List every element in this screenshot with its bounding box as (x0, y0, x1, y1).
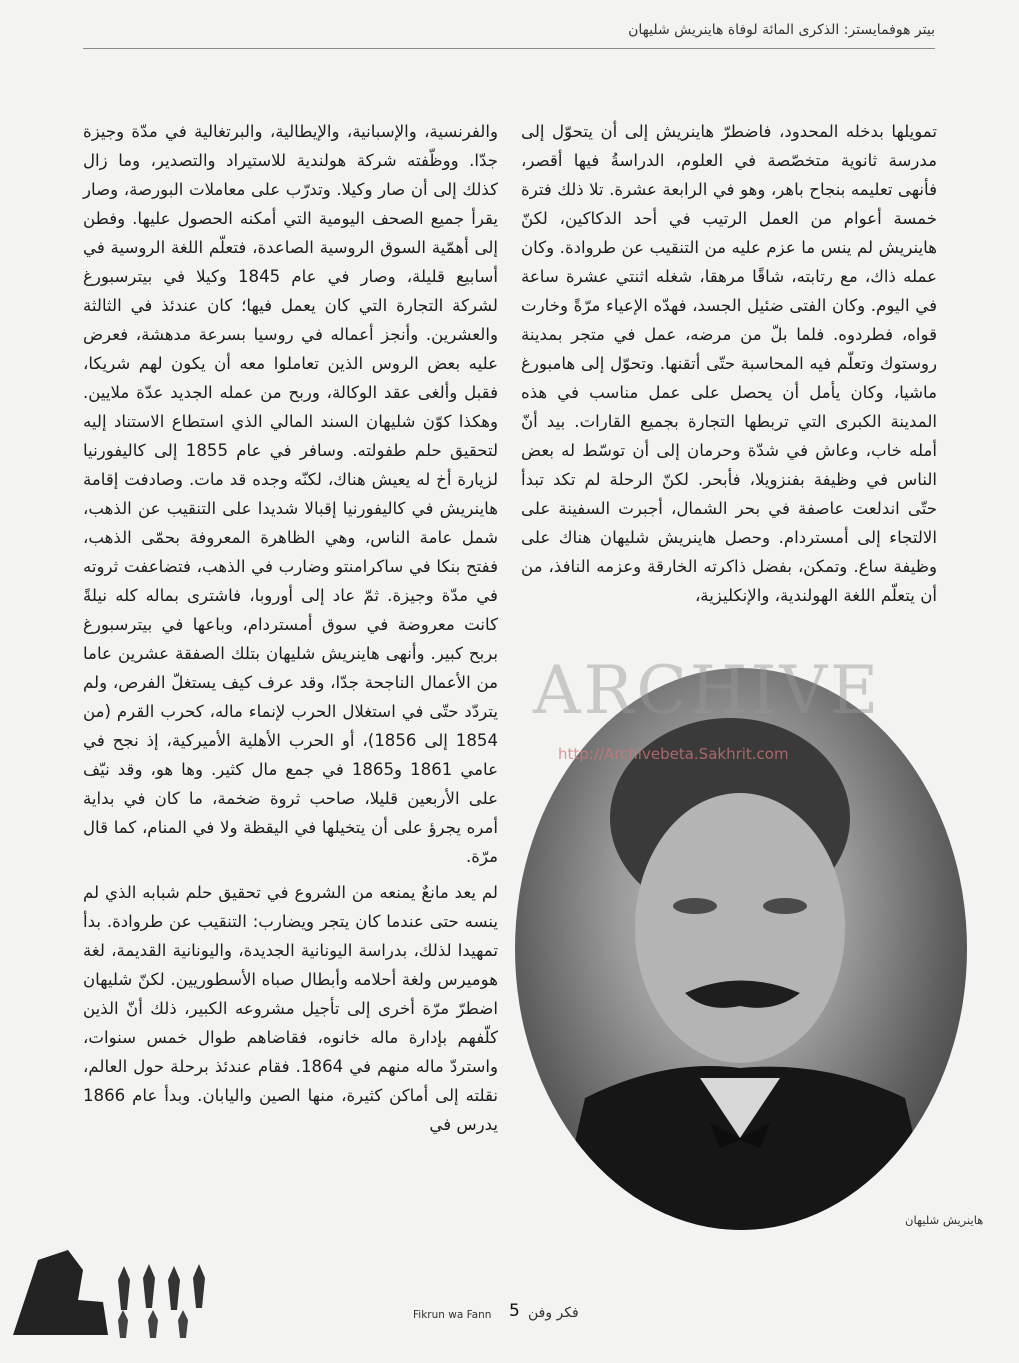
running-title: بيتر هوفمايستر: الذكرى المائة لوفاة هاينريش شليهان (628, 22, 935, 38)
article-paragraph: تمويلها بدخله المحدود، فاضطرّ هاينريش إلى أن يتحوّل إلى مدرسة ثانوية متخصّصة في العلوم، الدراسةُ فيها أقصر، فأنهى تعليمه بنجاح باهر، وهو في الرابعة عشرة. تلا ذلك فترة خمسة أعوام من العمل الرتيب في أحد الدكاكين، لكنّ هاينريش لم ينس ما عزم عليه من التنقيب عن طروادة. وكان عمله ذاك، مع رتابته، شاقًا مرهقا، شغله اثنتي عشرة ساعة في اليوم. وكان الفتى ضئيل الجسد، فهدّه الإعياء مرّةً وخارت قواه، فطردوه. فلما بلّ من مرضه، عمل في متجر بمدينة روستوك وتعلّم فيه المحاسبة حتّى أتقنها. وتحوّل إلى هامبورغ ماشيا، وكان يأمل أن يحصل على عمل مناسب في هذه المدينة الكبرى التي تربطها التجارة بجميع القارات. بيد أنّ أمله خاب، وعاش في شدّة وحرمان إلى أن توسّط له بعض الناس في وظيفة بفنزويلا، فأبحر. لكنّ الرحلة لم تكد تبدأ حتّى اندلعت عاصفة في بحر الشمال، أجبرت السفينة على الالتجاء إلى أمستردام. وحصل هاينريش شليهان هناك على وظيفة ساع. وتمكن، بفضل ذاكرته الخارقة وعزمه النافذ، من أن يتعلّم اللغة الهولندية، والإنكليزية، (521, 122, 937, 605)
magazine-name-arabic: فكر وفن (528, 1305, 579, 1321)
photo-caption: هاينريش شليهان (905, 1213, 984, 1227)
greek-chariot-frieze (8, 1240, 213, 1342)
page-number: 5 (509, 1301, 520, 1321)
header-rule (83, 48, 935, 49)
magazine-name-latin: Fikrun wa Fann (413, 1309, 492, 1321)
article-column-right (521, 117, 937, 610)
watermark-logo: ARCHIVE (533, 652, 882, 729)
article-paragraph: لم يعد مانعٌ يمنعه من الشروع في تحقيق حلم شبابه الذي لم ينسه حتى عندما كان يتجر ويضارب: التنقيب عن طروادة. بدأ تمهيدا لذلك، بدراسة اليونانية الجديدة، واليونانية القديمة، لغة هوميرس ولغة أحلامه وأبطال صباه الأسطوريين. لكنّ شليهان اضطرّ مرّة أخرى إلى تأجيل مشروعه الكبير، ذلك أنّ الذين كلّفهم بإدارة ماله خانوه، فقاضاهم طوال خمس سنوات، واستردّ ماله منهم في 1864. فقام عندئذ برحلة حول العالم، نقلته إلى أماكن كثيرة، منها الصين واليابان. وبدأ عام 1866 يدرس في (83, 883, 498, 1134)
article-column-left (83, 117, 498, 1139)
watermark-url: http://Archivebeta.Sakhrit.com (558, 745, 789, 763)
frieze-illustration (8, 1240, 213, 1342)
article-paragraph: والفرنسية، والإسبانية، والإيطالية، والبرتغالية في مدّة وجيزة جدّا. ووظّفته شركة هولندية للاستيراد والتصدير، وما زال كذلك إلى أن صار وكيلا. وتدرّب على معاملات البورصة، وصار يقرأ جميع الصحف اليومية التي أمكنه الحصول عليها. وفطن إلى أهمّية السوق الروسية الصاعدة، فتعلّم اللغة الروسية في أسابيع قليلة، وصار في عام 1845 وكيلا في بيترسبورغ لشركة التجارة التي كان يعمل فيها؛ كان عندئذ في الثالثة والعشرين. وأنجز أعماله في روسيا بسرعة مدهشة، فعرض عليه بعض الروس الذين تعاملوا معه أن يكون لهم شريكا، فقبل وألغى عقد الوكالة، وربح من عمله الجديد عدّة ملايين. وهكذا كوّن شليهان السند المالي الذي استطاع الاستناد إليه لتحقيق حلم طفولته. وسافر في عام 1855 إلى كاليفورنيا لزيارة أخ له يعيش هناك، لكنّه وجده قد مات. وصادفت إقامة هاينريش في كاليفورنيا إقبالا شديدا على التنقيب عن الذهب، شمل عامة الناس، وهي الظاهرة المعروفة بحمّى الذهب، ففتح بنكا في ساكرامنتو وضارب في الذهب، فتضاعفت ثروته في مدّة وجيزة. ثمّ عاد إلى أوروبا، فاشترى بماله كله نيلةً كانت معروضة في سوق أمستردام، وباعها في بيترسبورغ بربح كبير. وأنهى هاينريش شليهان بتلك الصفقة عشرين عاما من الأعمال الناجحة جدّا، وقد عرف كيف يستغلّ الفرص، ولم يتردّد حتّى في استغلال الحرب لإنماء ماله، كحرب القرم (من 1854 إلى 1856)، أو الحرب الأهلية الأميركية، إذ نجح في عامي 1861 و1865 في جمع مال كثير. وها هو، وقد نيّف على الأربعين قليلا، صاحب ثروة ضخمة، ما كان في بداية أمره يجرؤ على أن يتخيلها في اليقظة ولا في المنام، كما قال مرّة. (83, 122, 499, 866)
